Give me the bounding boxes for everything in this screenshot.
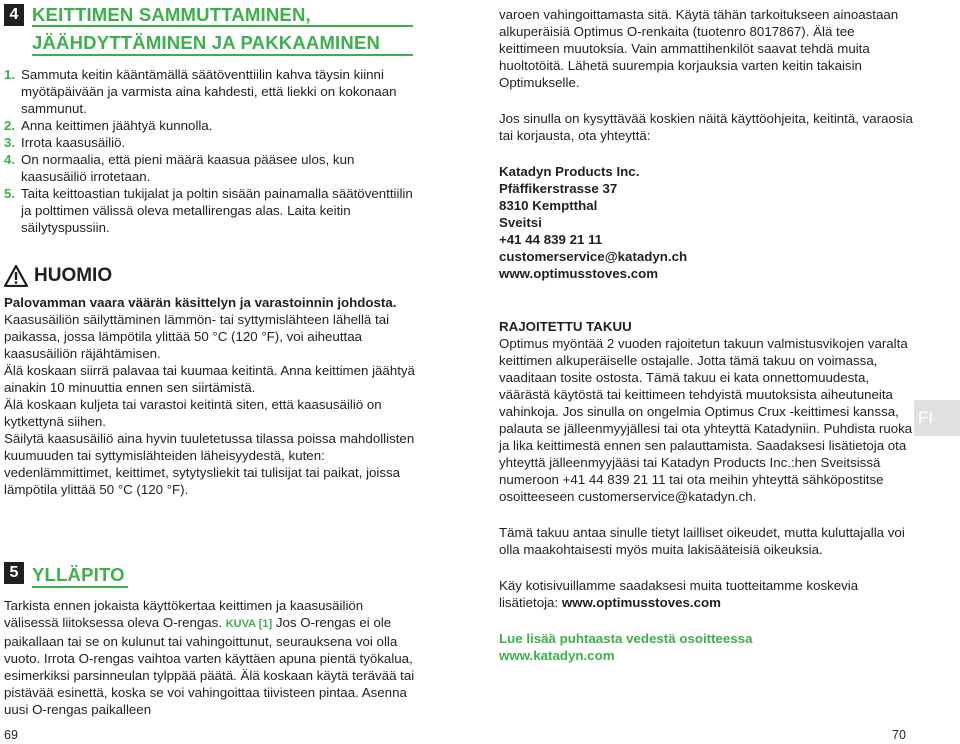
section-4-title-line2: JÄÄHDYTTÄMINEN JA PAKKAAMINEN — [32, 32, 381, 53]
steps-list — [4, 66, 416, 236]
contact-intro: Jos sinulla on kysyttävää koskien näitä käyttöohjeita, keitintä, varaosia tai korjausta, ota yhteyttä: — [499, 111, 913, 143]
figure-reference: KUVA [1] — [225, 618, 273, 630]
maintenance-continuation: varoen vahingoittamasta sitä. Käytä tähän tarkoitukseen ainoastaan alkuperäisiä Optimus O-renkaita (tuotenro 8017867). Älä tee keittimeen muutoksia. Vain ammattihenkilöt saavat tehdä muita huoltotöitä. Lähetä suurempia korjauksia varten keitin takaisin Optimukselle. — [499, 7, 899, 90]
list-item: 5. Taita keittoastian tukijalat ja poltin sisään painamalla säätöventtiilin ja polttimen välissä oleva metallirengas alas. Laita keitin säilytyspussiin. — [4, 186, 413, 235]
page-number-left: 69 — [4, 728, 18, 742]
list-item: 2. Anna keittimen jäähtyä kunnolla. — [4, 118, 213, 133]
green-text: Lue lisää puhtaasta vedestä osoitteessa — [499, 631, 753, 646]
contact-line: +41 44 839 21 11 — [499, 232, 603, 247]
section-5-title: YLLÄPITO — [32, 564, 125, 585]
warning-bold-text: Palovamman vaara väärän käsittelyn ja varastoinnin johdosta. — [4, 295, 397, 310]
website-text: Käy kotisivuillamme saadaksesi muita tuotteitamme koskevia lisätietoja: www.optimusstoves.com — [499, 578, 859, 610]
contact-email: customerservice@katadyn.ch — [499, 249, 688, 264]
contact-line: Pfäffikerstrasse 37 — [499, 181, 618, 196]
title-underline — [32, 25, 413, 27]
contact-line: Sveitsi — [499, 215, 542, 230]
warning-paragraph: Säilytä kaasusäiliö aina hyvin tuuletetussa tilassa poissa mahdollisten kuumuuden tai syttymislähteiden läheisyydestä, kuten: vedenlämmittimet, keittimet, sytytysliekit tai tulisijat tai paikat, joissa lämpötila ylittää 50 °C (120 °F). — [4, 431, 415, 497]
title-underline — [32, 54, 413, 56]
warning-heading — [4, 264, 112, 288]
contact-line: Katadyn Products Inc. — [499, 164, 640, 179]
website-link: www.optimusstoves.com — [561, 595, 721, 610]
section-4-title-line1: KEITTIMEN SAMMUTTAMINEN, — [32, 4, 311, 25]
list-item: 4. On normaalia, että pieni määrä kaasua pääsee ulos, kun kaasusäiliö irrotetaan. — [4, 152, 355, 184]
section-5-badge: 5 — [4, 562, 24, 584]
warning-title: HUOMIO — [34, 265, 113, 286]
rights-text: Tämä takuu antaa sinulle tietyt lailliset oikeudet, mutta kuluttajalla voi olla maakohtaisesti myös muita lakisääteisiä oikeuksia. — [499, 525, 905, 557]
warranty-text: Optimus myöntää 2 vuoden rajoitetun takuun valmistusvikojen varalta keittimen alkuperäiselle ostajalle. Jotta tämä takuu on voimassa, vaaditaan tosite ostosta. Tämä takuu ei kata onnettomuudesta, väärästä käytöstä tai keittimeen tehdyistä muutoksista aiheutuneita vahinkoja. Jos sinulla on ongelmia Optimus Crux -keittimesi kanssa, palauta se jälleenmyyjällesi tai ota yhteyttä Katadyniin. Puhdista ruoka ja lika keittimestä ennen sen palauttamista. Saadaksesi lisätietoja ota yhteyttä jälleenmyyjääsi tai Katadyn Products Inc.:hen Sveitsissä numeroon +41 44 839 21 11 tai ota meihin yhteyttä sähköpostitse osoitteeseen customerservice@katadyn.ch. — [499, 336, 913, 504]
section-4-badge: 4 — [4, 4, 24, 26]
warning-paragraph: Älä koskaan kuljeta tai varastoi keitintä siten, että kaasusäiliö on kytkettynä siihen. — [4, 397, 382, 429]
contact-line: 8310 Kemptthal — [499, 198, 598, 213]
language-tab-fi: FI — [914, 400, 960, 436]
page-number-right: 70 — [892, 728, 906, 742]
list-item: 3. Irrota kaasusäiliö. — [4, 135, 126, 150]
contact-website: www.optimusstoves.com — [499, 266, 659, 281]
title-underline — [32, 586, 128, 588]
list-item: 1. Sammuta keitin kääntämällä säätöventtiilin kahva täysin kiinni myötäpäivään ja varmista aina kahdesti, että liekki on kokonaan sammunut. — [4, 67, 397, 116]
right-column — [499, 6, 915, 664]
warning-body — [4, 294, 416, 498]
warning-triangle-icon — [4, 265, 28, 287]
katadyn-link: www.katadyn.com — [499, 648, 615, 663]
warning-paragraph: Älä koskaan siirrä palavaa tai kuumaa keitintä. Anna keittimen jäähtyä ainakin 10 minuuttia ennen sen siirtämistä. — [4, 363, 415, 395]
maintenance-text: Tarkista ennen jokaista käyttökertaa keittimen ja kaasusäiliön välisessä liitoksessa oleva O-rengas. KUVA [1] Jos O-rengas ei ole paikallaan tai se on kulunut tai vahingoittunut, seurauksena voi olla vuoto. Irrota O-rengas vaihtoa varten käyttäen apuna pientä työkalua, esimerkiksi parsinneulan tylppää päätä. Älä koskaan käytä terävää tai pistävää esinettä, koska se voi vahingoittaa tiivisteen pintaa. Asenna uusi O-rengas paikalleen — [4, 598, 415, 717]
contact-block — [499, 163, 915, 282]
warranty-title: RAJOITETTU TAKUU — [499, 319, 632, 334]
warning-paragraph: Kaasusäiliön säilyttäminen lämmön- tai syttymislähteen lähellä tai paikassa, jossa lämpötila ylittää 50 °C (120 °F), voi aiheuttaa kaasusäiliön räjähtämisen. — [4, 312, 390, 361]
